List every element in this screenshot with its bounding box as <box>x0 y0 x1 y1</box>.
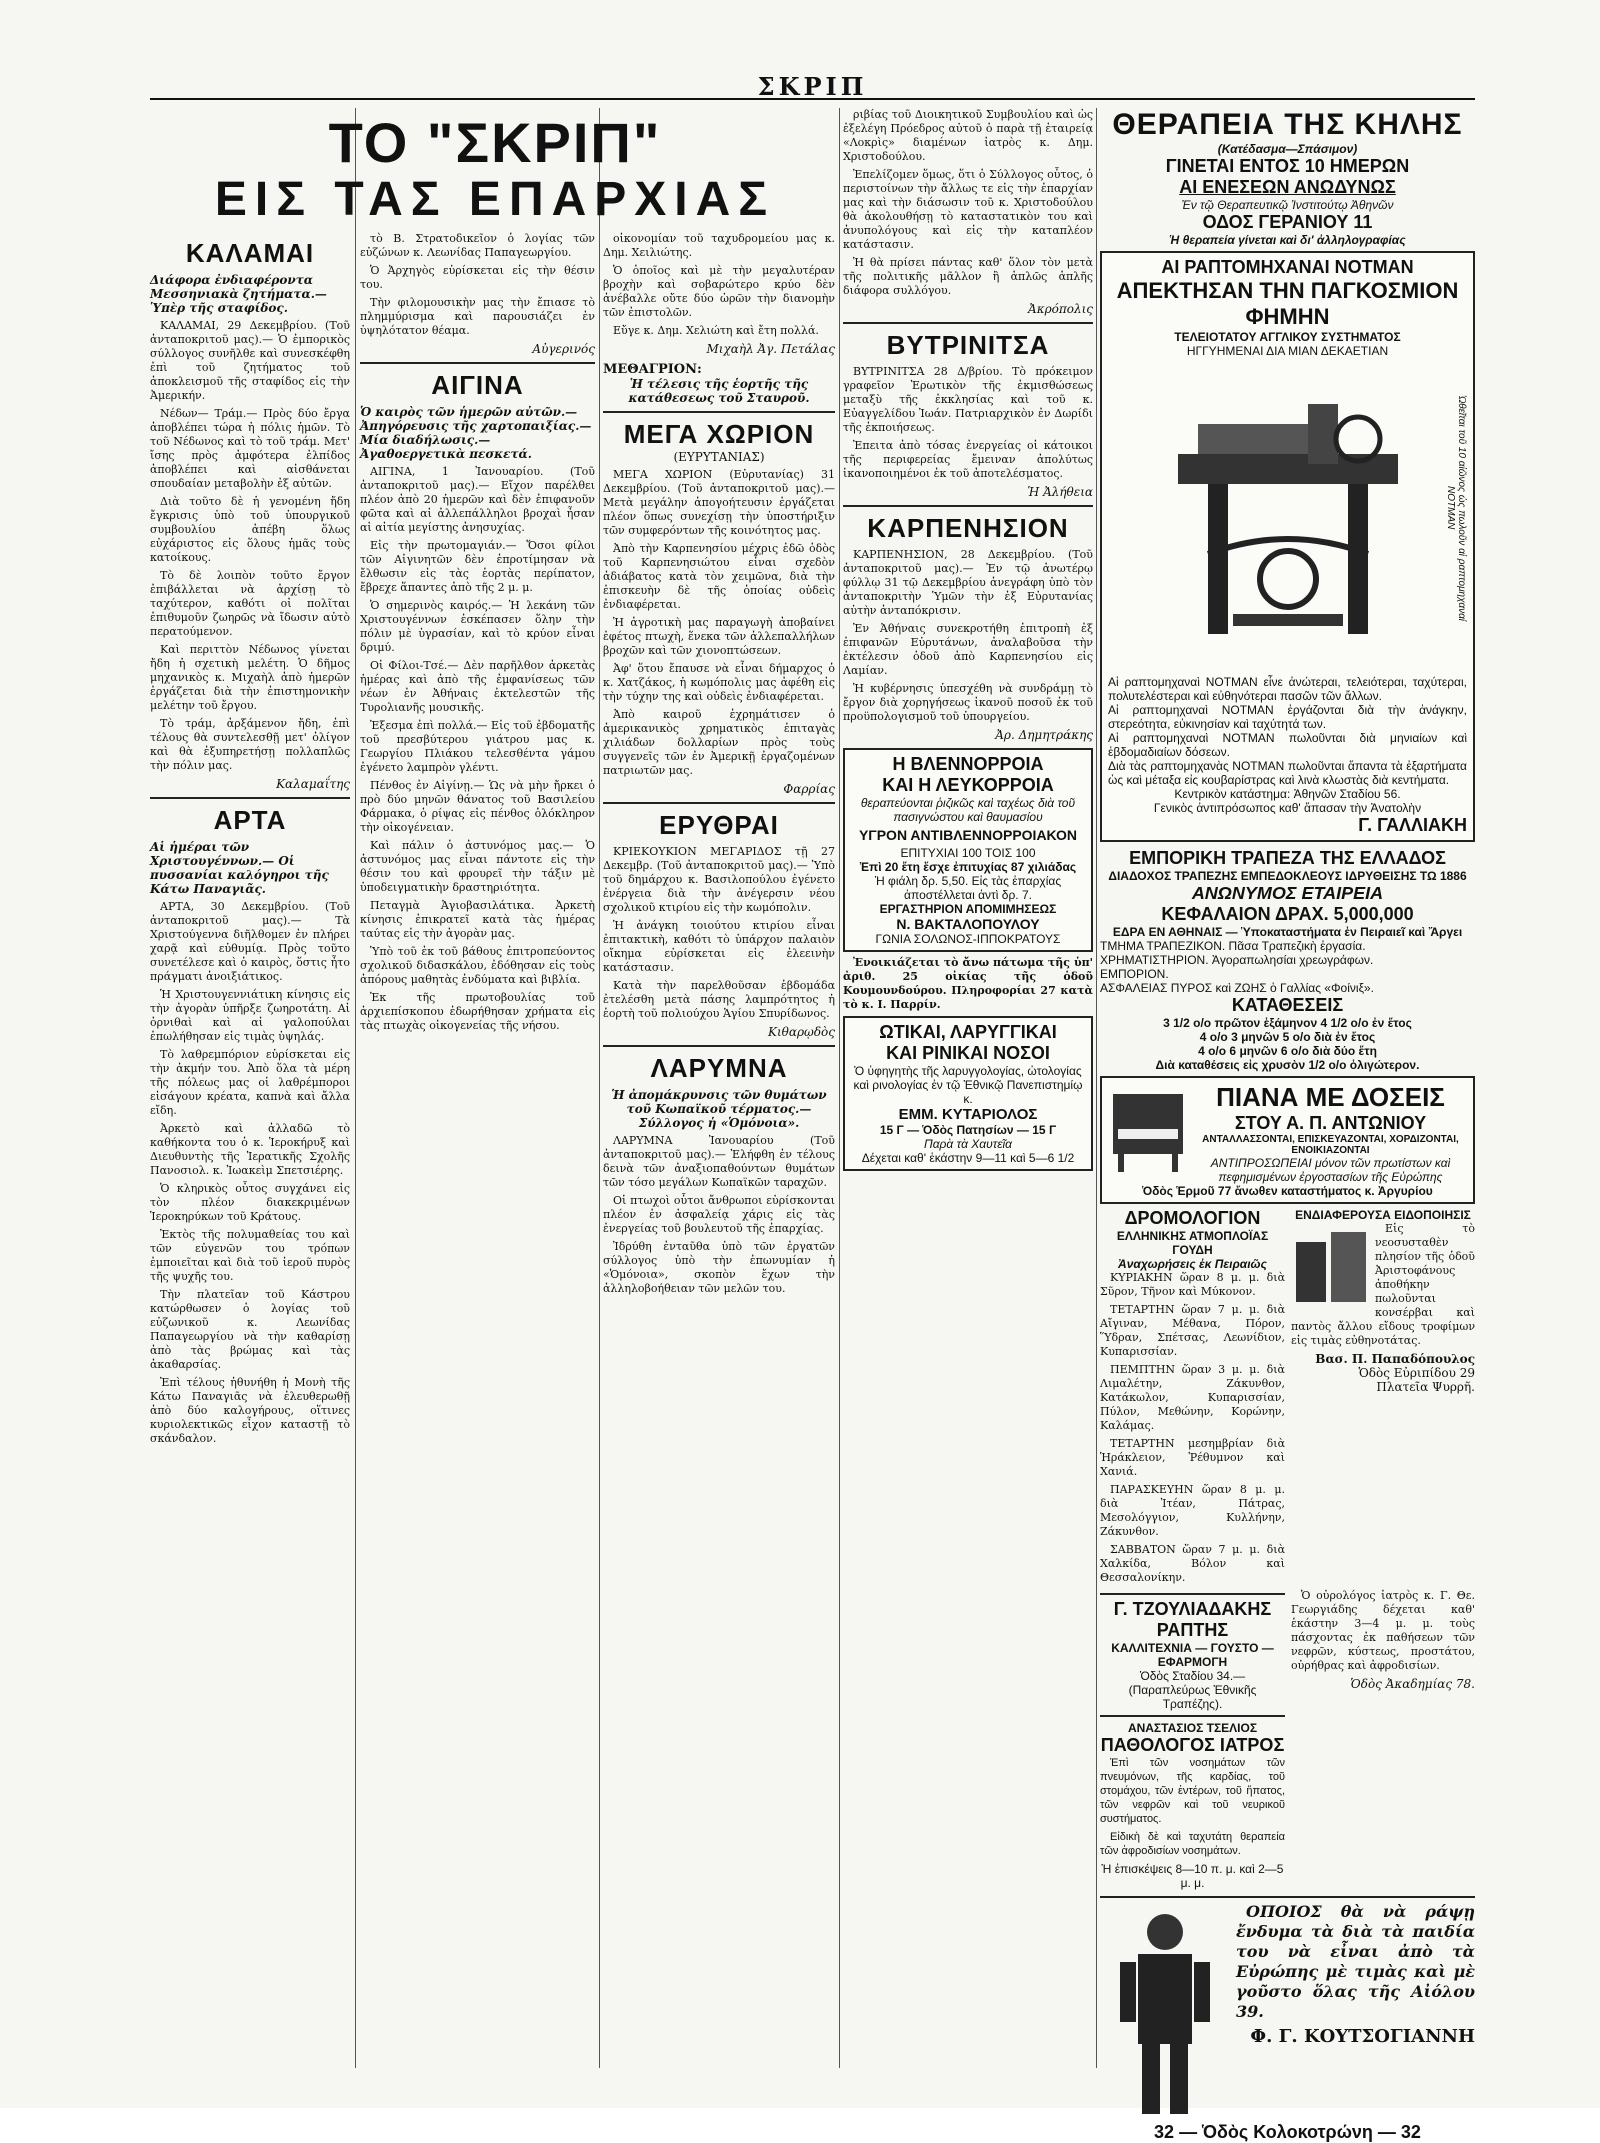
ad-line: 4 ο/ο 6 μηνῶν 6 ο/ο διὰ δύο ἔτη <box>1198 1044 1377 1058</box>
ad-line: Πλατεῖα Ψυρρῆ. <box>1376 1380 1475 1394</box>
ad-line: ΑΝΤΙΠΡΟΣΩΠΕΙΑΙ μόνον τῶν πρωτίστων καὶ πεφημισμένων ἐργοστασίων τῆς Εὐρώπης <box>1210 1156 1451 1184</box>
column-rule <box>599 108 600 2068</box>
section-title-mega-chorion: ΜΕΓΑ ΧΩΡΙΟΝ <box>623 419 815 449</box>
ad-line: θεραπεύονται ῥιζικῶς καὶ ταχέως διὰ τοῦ πασιγνώστου καὶ θαυμασίου <box>860 796 1076 824</box>
classified-notice: Ἐνοικιάζεται τὸ ἄνω πάτωμα τῆς ὑπ' ἀριθ. 25 οἰκίας τῆς ὁδοῦ Κουμουνδούρου. Πληροφορίαι 27 κατὰ τὸ κ. Ι. Παρρίν. <box>843 956 1093 1011</box>
masthead-title: ΣΚΡΙΠ <box>757 72 868 101</box>
ad-heading: ΩΤΙΚΑΙ, ΛΑΡΥΓΓΙΚΑΙ <box>879 1022 1057 1042</box>
article-paragraph: Τὸ τράμ, ἀρξάμενον ἤδη, ἐπὶ τέλους θὰ συντελεσθῇ μετ' ὀλίγον καὶ θὰ ἐξυπηρετήσῃ πολλαπλῶς τὴν πόλιν μας. <box>150 717 350 772</box>
article-paragraph: Ὁ Ἀρχηγὸς εὑρίσκεται εἰς τὴν θέσιν του. <box>360 264 595 291</box>
subsection-heading: ΜΕΘΑΓΡΙΟΝ: <box>603 362 702 377</box>
ad-line: Κεντρικὸν κατάστημα: Ἀθηνῶν Σταδίου 56. <box>1174 787 1401 801</box>
banner-line-2: ΕΙΣ ΤΑΣ ΕΠΑΡΧΙΑΣ <box>214 173 776 226</box>
column-5-ads <box>1100 108 1475 2142</box>
divider <box>603 411 835 413</box>
ad-bank <box>1100 848 1475 1072</box>
ad-line: Διὰ τὰς ραπτομηχανὰς NOTMAN πωλοῦνται ἅπαντα τὰ ἐξαρτήματα ὡς καὶ μέταξα εἰς κουβαρίστρας καὶ λινὰ κλωστὰς διὰ κεντήματα. <box>1108 759 1467 787</box>
divider <box>150 797 350 799</box>
ad-line: Ἀναχωρήσεις ἐκ Πειραιῶς <box>1118 1257 1267 1271</box>
section-title-vytrinitsa: ΒΥΤΡΙΝΙΤΣΑ <box>886 330 1050 360</box>
ad-line: Αἱ ραπτομηχαναὶ NOTMAN πωλοῦνται διὰ μηνιαίων καὶ ἑβδομαδιαίων δόσεων. <box>1108 731 1467 759</box>
subsection-subtitle: Ἡ τέλεσις τῆς ἑορτῆς τῆς κατάθεσεως τοῦ Σταυροῦ. <box>628 377 810 405</box>
article-paragraph: Τὸ δὲ λοιπὸν τοῦτο ἔργον ἐπιβάλλεται νὰ ἀρχίσῃ τὸ ταχύτερον, καθότι οἱ πολῖται ἐπιθυμοῦν ζωηρῶς νὰ ἴδωσιν αὐτὸ περατούμενον. <box>150 569 350 638</box>
ad-heading: ΚΑΙ ΡΙΝΙΚΑΙ ΝΟΣΟΙ <box>886 1043 1050 1063</box>
section-title-erythrai: ΕΡΥΘΡΑΙ <box>659 810 779 840</box>
article-paragraph: Ὁ σημερινὸς καιρός.— Ἡ λεκάνη τῶν Χριστουγέννων ἐσκέπασεν ὅλην τὴν πόλιν μὲ ὑγρασίαν, καὶ τὸ κρύον εἶναι δριμύ. <box>360 599 595 654</box>
article-paragraph: οἰκονομίαν τοῦ ταχυδρομείου μας κ. Δημ. Χειλιώτης. <box>603 232 835 259</box>
schedule-entry: ΠΑΡΑΣΚΕΥΗΝ ὥραν 8 μ. μ. διὰ Ἰτέαν, Πάτρας, Μεσολόγγιον, Κυλλήνην, Ζάκυνθον. <box>1100 1483 1285 1538</box>
article-paragraph: ΜΕΓΑ ΧΩΡΙΟΝ (Εὐρυτανίας) 31 Δεκεμβρίου. (Τοῦ ἀνταποκριτοῦ μας).— Μετὰ μεγάλην ἀπογοήτευσιν ἐργάζεται πλέον ὅπως συνεχίσῃ τὴν ὑποστήριξιν τῶν συμφερόντων τῆς κοινότητος μας. <box>603 468 835 537</box>
ad-line: ΕΛΛΗΝΙΚΗΣ ΑΤΜΟΠΛΟΪΑΣ ΓΟΥΔΗ <box>1116 1229 1269 1257</box>
ad-line: Ὁδὸς Ἀκαδημίας 78. <box>1350 1677 1475 1691</box>
article-signature: Κιθαρῳδὸς <box>767 1025 835 1039</box>
ad-line: 3 1/2 ο/ο πρῶτον ἑξάμηνον 4 1/2 ο/ο ἐν ἔτος <box>1163 1016 1412 1030</box>
column-rule <box>355 108 356 2068</box>
article-paragraph: Τὴν φιλομουσικὴν μας τὴν ἔπιασε τὸ πλημμύρισμα καὶ παρουσιάζει ἐν ὑψηλότατον θέαμα. <box>360 296 595 337</box>
section-title-kalamai: ΚΑΛΑΜΑΙ <box>185 238 315 268</box>
ad-line: Εἰς τὸ νεοσυσταθὲν πλησίον τῆς ὁδοῦ Ἀριστοφάνους ἀποθήκην πωλοῦνται κονσέρβαι καὶ παντὸς ἄλλου εἴδους τροφίμων εἰς τιμὰς εὐθηνοτάτας. <box>1291 1222 1475 1347</box>
ad-line: Αἱ ραπτομηχαναὶ NOTMAN εἶνε ἀνώτεραι, τελειότεραι, ταχύτεραι, πολυτελέστεραι καὶ εὐθηνότεραι πασῶν τῶν ἄλλων. <box>1108 675 1467 703</box>
article-paragraph: Εὔγε κ. Δημ. Χελιώτη καὶ ἔτη πολλά. <box>613 324 819 337</box>
article-paragraph: Πεταγμὰ Ἀγιοβασιλάτικα. Ἀρκετὴ κίνησις ἐπικρατεῖ κατὰ τὰς ἡμέρας ταύτας εἰς τὴν ἀγορὰν μας. <box>360 899 595 940</box>
ad-line: 4 ο/ο 3 μηνῶν 5 ο/ο διὰ ἐν ἔτος <box>1199 1030 1376 1044</box>
divider <box>843 505 1093 507</box>
section-subtitle-larymna: Ἡ ἀπομάκρυνσις τῶν θυμάτων τοῦ Κωπαϊκοῦ τέρματος.— Σύλλογος ἡ «Ὁμόνοια». <box>611 1088 827 1130</box>
schedule-entry: ΣΑΒΒΑΤΟΝ ὥραν 7 μ. μ. διὰ Χαλκίδα, Βόλον καὶ Θεσσαλονίκην. <box>1100 1543 1285 1584</box>
article-paragraph: Ἀρκετὸ καὶ ἀλλαδῶ τὸ καθήκοντα του ὁ κ. Ἱεροκήρυξ καὶ Διευθυντὴς τῆς Ἱερατικῆς Σχολῆς Πανοσιολ. κ. Ἰωακεὶμ Σπετσιέρης. <box>150 1122 350 1177</box>
masthead <box>150 72 1475 100</box>
article-paragraph: Ἡ Χριστουγεννιάτικη κίνησις εἰς τὴν ἀγορὰν ὑπῆρξε ζωηροτάτη. Αἱ ὀρνιθαὶ καὶ αἱ γαλοπούλαι ἐπωλήθησαν εἰς τιμὰς ὑψηλάς. <box>150 988 350 1043</box>
article-paragraph: Οἱ πτωχοὶ οὗτοι ἄνθρωποι εὑρίσκονται πλέον ἐν ἀσφαλείᾳ χάρις εἰς τὰς ἐνεργείας τοῦ βουλευτοῦ τῆς ἐπαρχίας. <box>603 1194 835 1235</box>
article-paragraph: Πένθος ἐν Αἰγίνῃ.— Ὡς νὰ μὴν ἤρκει ὁ πρὸ δύο μηνῶν θάνατος τοῦ Βασιλείου Φάρμακα, ὁ ρίψας εἰς πένθος ὁλόκληρον τὴν οἰκογένειαν. <box>360 779 595 834</box>
ad-hernia <box>1100 108 1475 247</box>
article-paragraph: τὸ Β. Στρατοδικεῖον ὁ λογίας τῶν εὐζώνων κ. Λεωνίδας Παπαγεωργίου. <box>360 232 595 259</box>
ad-pianos <box>1100 1076 1475 1204</box>
article-signature: Αὐγερινός <box>532 342 595 356</box>
ad-line: ΚΑΤΑΘΕΣΕΙΣ <box>1231 995 1344 1015</box>
column-3 <box>603 232 835 2072</box>
divider <box>360 362 595 364</box>
boy-figure-illustration <box>1100 1902 1230 2122</box>
section-subtitle-arta: Αἱ ἡμέραι τῶν Χριστουγέννων.— Οἱ πυσσανίαι καλόγηροι τῆς Κάτω Παναγιᾶς. <box>150 840 329 896</box>
article-paragraph: Ἀφ' ὅτου ἔπαυσε νὰ εἶναι δήμαρχος ὁ κ. Χατζάκος, ἡ κωμόπολις μας ἀφέθη εἰς τὴν τύχην της καὶ οὐδεὶς ἐνδιαφέρεται. <box>603 662 835 703</box>
schedule-entry: ΚΥΡΙΑΚΗΝ ὥραν 8 μ. μ. διὰ Σῦρον, Τῆνον καὶ Μύκονον. <box>1100 1271 1285 1298</box>
column-4 <box>843 108 1093 2068</box>
ad-line: Ἐπὶ τῶν νοσημάτων τῶν πνευμόνων, τῆς καρδίας, τοῦ στομάχου, τῶν ἐντέρων, τοῦ ἥπατος, τῶν νεφρῶν καὶ τοῦ νευρικοῦ συστήματος. <box>1100 1757 1285 1825</box>
section-subtitle-kalamai: Διάφορα ἐνδιαφέροντα Μεσσηνιακὰ ζητήματα.— Ὑπὲρ τῆς σταφίδος. <box>150 273 327 315</box>
ad-heading: ΔΡΟΜΟΛΟΓΙΟΝ <box>1124 1208 1261 1228</box>
article-paragraph: ΑΙΓΙΝΑ, 1 Ἰανουαρίου. (Τοῦ ἀνταποκριτοῦ μας).— Εἴχον παρέλθει πλέον ἀπὸ 20 ἡμερῶν καὶ δὲν ἐπιφανοῦν φῶτα καὶ αἱ ἀλλεπάλληλοι βροχαὶ ἦσαν αἱ αἰτία μεγίστης ἀνησυχίας. <box>360 465 595 534</box>
ad-line: (Κατέδασμα—Σπάσιμον) <box>1217 142 1358 156</box>
article-paragraph: Ἐκ τῆς πρωτοβουλίας τοῦ ἀρχιεπίσκοπου ἐδωρήθησαν χρήματα εἰς τὰς πτωχὰς οἰκογενείας τῆς νήσου. <box>360 991 595 1032</box>
ad-line: ΚΑΛΛΙΤΕΧΝΙΑ — ΓΟΥΣΤΟ — ΕΦΑΡΜΟΓΗ <box>1111 1641 1274 1669</box>
ad-heading: ΣΤΟΥ Α. Π. ΑΝΤΩΝΙΟΥ <box>1234 1113 1427 1133</box>
article-paragraph: Ἡ κυβέρνησις ὑπεσχέθη νὰ συνδράμῃ τὸ ἔργον διὰ χορηγήσεως ἱκανοῦ ποσοῦ ἐκ τοῦ προϋπολογισμοῦ τοῦ ὑπουργείου. <box>843 682 1093 723</box>
ad-line: Βασ. Π. Παπαδόπουλος <box>1315 1352 1475 1366</box>
ad-side-caption: Ὠθεῖται τοῦ 10 αἰῶνος ὡς πωλοῦν αἱ ραπτομηχαναί NOTMAN <box>1445 394 1467 622</box>
article-signature: Φαρρίας <box>783 782 835 796</box>
article-paragraph: ΑΡΤΑ, 30 Δεκεμβρίου. (Τοῦ ἀνταποκριτοῦ μας).— Τὰ Χριστούγεννα διῆλθομεν ἐν πλήρει χαρᾷ καὶ εὐθυμίᾳ. Πρὸς τοῦτο συνετέλεσε καὶ ὁ καιρὸς, ὅστις ἦτο πράγματι ἀνοιξιάτικος. <box>150 900 350 983</box>
section-title-aigina: ΑΙΓΙΝΑ <box>431 370 524 400</box>
schedule-entry: ΠΕΜΠΤΗΝ ὥραν 3 μ. μ. διὰ Λιμαλέτην, Ζάκυνθον, Κατάκωλον, Κυπαρισσίαν, Πύλον, Μεθώνην, Κορώνην, Καλάμας. <box>1100 1363 1285 1432</box>
ad-address: 32 — Ὁδὸς Κολοκοτρώνη — 32 <box>1154 2122 1421 2142</box>
ad-heading: ΑΙ ΡΑΠΤΟΜΗΧΑΝΑΙ NOTMAN <box>1161 257 1414 277</box>
ad-line: ΧΡΗΜΑΤΙΣΤΗΡΙΟΝ. Ἀγοραπωλησίαι χρεωγράφων. <box>1100 953 1374 967</box>
ad-heading: ΠΙΑΝΑ ΜΕ ΔΟΣΕΙΣ <box>1216 1082 1445 1112</box>
ad-heading: ΑΝΑΣΤΑΣΙΟΣ ΤΣΕΛΙΟΣ <box>1127 1721 1258 1735</box>
article-paragraph: ΚΑΡΠΕΝΗΣΙΟΝ, 28 Δεκεμβρίου. (Τοῦ ἀνταποκριτοῦ μας).— Ἐν τῷ ἀνωτέρῳ φύλλῳ 31 τῷ Δεκεμβρίου ἀνεγράφη ὑπὸ τὸν ἀνταποκριτὴν Ὑμῶν τὴν ἐξ Εὐρυτανίας αὐτὴν ἀνταπόκρισιν. <box>843 548 1093 617</box>
ad-line: Διὰ καταθέσεις εἰς χρυσὸν 1/2 ο/ο ὀλιγώτερον. <box>1155 1058 1420 1072</box>
ad-line: ΑΙ ΕΝΕΣΕΩΝ ΑΝΩΔΥΝΩΣ <box>1179 177 1396 197</box>
article-paragraph: Ὁ ὁποῖος καὶ μὲ τὴν μεγαλυτέραν βροχὴν καὶ σοβαρώτερο κρύο δὲν ἀνέβαλλε οὔτε δύο ὡρῶν τὴν διανομὴν τῶν ἐπιστολῶν. <box>603 264 835 319</box>
ad-heading: Η ΒΛΕΝΝΟΡΡΟΙΑ <box>892 754 1044 774</box>
article-signature: Ἀρ. Δημητράκης <box>995 728 1093 742</box>
ad-children-clothing <box>1100 1902 1475 2143</box>
ad-line: ΕΡΓΑΣΤΗΡΙΟΝ ΑΠΟΜΙΜΗΣΕΩΣ <box>879 902 1057 916</box>
section-title-arta: ΑΡΤΑ <box>213 805 287 835</box>
article-paragraph: Οἱ Φίλοι-Τσέ.— Δὲν παρῆλθον ἀρκετὰς ἡμέρας καὶ ἀπὸ τῆς ἐμφανίσεως τῶν νέων ἐν Ἀθήναις ἐκτελεστῶν τῆς Τυρολιανῆς μουσικῆς. <box>360 659 595 714</box>
ad-heading: ΕΝΔΙΑΦΕΡΟΥΣΑ ΕΙΔΟΠΟΙΗΣΙΣ <box>1295 1208 1471 1222</box>
article-paragraph: Ἐκτὸς τῆς πολυμαθείας του καὶ τῶν εὐγενῶν του τρόπων ἐμποιεῖται καὶ διὰ τοῦ ἱεροῦ πυρὸς τῆς ψυχῆς του. <box>150 1228 350 1283</box>
ad-line: ΟΠΟΙΟΣ θὰ νὰ ράψῃ ἔνδυμα τὰ διὰ τὰ παιδία του νὰ εἶναι ἀπὸ τὰ Εὐρώπης μὲ τιμὰς καὶ μὲ γοῦστο ὅλας τῆς Αἰόλου 39. <box>1236 1902 1475 2021</box>
cans-illustration <box>1291 1222 1371 1312</box>
divider <box>843 322 1093 324</box>
ad-line: ΕΔΡΑ ΕΝ ΑΘΗΝΑΙΣ — Ὑποκαταστήματα ἐν Πειραιεῖ καὶ Ἄργει <box>1112 925 1463 939</box>
article-paragraph: ΚΑΛΑΜΑΙ, 29 Δεκεμβρίου. (Τοῦ ἀνταποκριτοῦ μας).— Ὁ ἐμπορικὸς σύλλογος συνῆλθε καὶ συνεσκέφθη ἐπὶ τοῦ ζητήματος τοῦ ἀποκλεισμοῦ τῆς σταφίδος εἰς τὴν Ἀμερικήν. <box>150 319 350 402</box>
ad-line: Ἐν τῷ Θεραπευτικῷ Ἰνστιτούτῳ Ἀθηνῶν <box>1181 198 1394 212</box>
ad-line: ΤΕΛΕΙΟΤΑΤΟΥ ΑΓΓΛΙΚΟΥ ΣΥΣΤΗΜΑΤΟΣ <box>1174 330 1401 344</box>
article-signature: Ἡ Ἀλήθεια <box>1027 485 1093 499</box>
ad-line: ΓΙΝΕΤΑΙ ΕΝΤΟΣ 10 ΗΜΕΡΩΝ <box>1165 156 1410 176</box>
article-paragraph: ΚΡΙΕΚΟΥΚΙΟΝ ΜΕΓΑΡΙΔΟΣ τῇ 27 Δεκεμβρ. (Τοῦ ἀνταποκριτοῦ μας).— Ὑπὸ τοῦ δημάρχου κ. Βασιλοπούλου ἐγένετο ἐνέργεια διὰ τὴν ἀνέγερσιν νέου σχολικοῦ κτιρίου εἰς τὴν κωμόπολιν. <box>603 845 835 914</box>
article-paragraph: Τὸ λαθρεμπόριον εὑρίσκεται εἰς τὴν ἀκμήν του. Ἀπὸ ὅλα τὰ μέρη τῆς πόλεως μας οἱ λαθρέμποροι εἰσάγουν κρέατα, καπνὰ καὶ ἄλλα εἴδη. <box>150 1048 350 1117</box>
ad-heading: ΕΜΠΟΡΙΚΗ ΤΡΑΠΕΖΑ ΤΗΣ ΕΛΛΑΔΟΣ <box>1129 848 1446 868</box>
schedule-entry: ΤΕΤΑΡΤΗΝ ὥραν 7 μ. μ. διὰ Αἴγιναν, Μέθανα, Πόρον, Ὕδραν, Σπέτσας, Λεωνίδιον, Κυπαρισσίαν. <box>1100 1303 1285 1358</box>
article-paragraph: Καὶ περιττὸν Νέδωνος γίνεται ἤδη ἡ σχετικὴ μελέτη. Ὁ δῆμος μηχανικὸς κ. Μιχαὴλ ἀπὸ ἡμερῶν ἐργάζεται διὰ τὴν ἐπιστημονικὴν μελέτην τοῦ ἔργου. <box>150 643 350 712</box>
column-rule <box>1096 108 1097 2068</box>
ad-line: ΟΔΟΣ ΓΕΡΑΝΙΟΥ 11 <box>1202 212 1373 232</box>
ad-line: ΑΝΩΝΥΜΟΣ ΕΤΑΙΡΕΙΑ <box>1191 883 1384 903</box>
ad-line: Ἡ θεραπεία γίνεται καὶ δι' ἀλληλογραφίας <box>1169 233 1406 247</box>
column-1 <box>150 232 350 2072</box>
ad-shipping-schedule <box>1100 1208 1285 1589</box>
ad-line: Ν. ΒΑΚΤΑΛΟΠΟΥΛΟΥ <box>896 916 1040 932</box>
ad-heading: ΠΑΘΟΛΟΓΟΣ ΙΑΤΡΟΣ <box>1100 1735 1285 1755</box>
article-paragraph: Εἰς τὴν πρωτομαγιάν.— Ὅσοι φίλοι τῶν Αἰγινητῶν δὲν ἐπροτίμησαν νὰ ἔλθωσιν εἰς τὰς ἑορτὰς περίπατον, ἔβρεχε ἅπαντες ἀπὸ τῆς 2 μ. μ. <box>360 539 595 594</box>
section-subtitle-aigina: Ὁ καιρὸς τῶν ἡμερῶν αὐτῶν.— Ἀπηγόρευσις τῆς χαρτοπαιξίας.— Μία διαδήλωσις.— Ἀγαθοεργετικὰ πεσκετά. <box>360 405 592 461</box>
ad-signature: Φ. Γ. ΚΟΥΤΣΟΓΙΑΝΝΗ <box>1250 2026 1475 2047</box>
column-rule <box>839 108 840 2068</box>
article-paragraph: Κατὰ τὴν παρελθοῦσαν ἑβδομάδα ἐτελέσθη μετὰ πάσης λαμπρότητος ἡ ἑορτὴ τοῦ πολιούχου Ἁγίου Σπυρίδωνος. <box>603 979 835 1020</box>
ad-address: 15 Γ — Ὁδὸς Πατησίων — 15 Γ <box>879 1123 1057 1137</box>
ad-line: ΑΣΦΑΛΕΙΑΣ ΠΥΡΟΣ καὶ ΖΩΗΣ ὁ Γαλλίας «Φοίνιξ». <box>1100 981 1374 995</box>
article-paragraph: Ἐπὶ τέλους ἠθυνήθη ἡ Μονὴ τῆς Κάτω Παναγιᾶς νὰ ἐλευθερωθῇ ἀπὸ δύο καλογήρους, οἵτινες κυριολεκτικῶς εἶχον καταστῇ τὸ σκάνδαλον. <box>150 1376 350 1445</box>
article-paragraph: Ἐξεσμα ἐπὶ πολλά.— Εἰς τοῦ ἐβδοματῆς τοῦ πρεσβύτερου γιάτρου μας κ. Γεωργίου Πλιάκου τελεσθέντα γάμου ἐγένετο λαμπρὸν γλέντι. <box>360 719 595 774</box>
article-paragraph: Νέδων— Τράμ.— Πρὸς δύο ἔργα ἀποβλέπει τώρα ἡ πόλις ἡμῶν. Τὸ τοῦ Νέδωνος καὶ τὸ τοῦ τράμ. Μετ' ἴσης πρὸς ἀμφότερα ἐλπίδος ἀποβλέπει καὶ αἰσθάνεται σπουδαίαν μεταβολὴν ἐξ αὐτῶν. <box>150 407 350 490</box>
article-paragraph: Ἰδρύθη ἐνταῦθα ὑπὸ τῶν ἐργατῶν σύλλογος ὑπὸ τὴν ἐπωνυμίαν ἡ «Ὁμόνοια», σκοπὸν ἔχων τὴν ἀλληλοβοήθειαν τῶν μελῶν του. <box>603 1240 835 1295</box>
ad-heading: ΘΕΡΑΠΕΙΑ ΤΗΣ ΚΗΛΗΣ <box>1112 108 1463 141</box>
article-paragraph: Ἡ ἀνάγκη τοιούτου κτιρίου εἶναι ἐπιτακτικὴ, καθότι τὸ ὑπάρχον παλαιὸν οἴκημα εὑρίσκεται εἰς ἐλεεινὴν κατάστασιν. <box>603 919 835 974</box>
ad-heading: ΚΑΙ Η ΛΕΥΚΟΡΡΟΙΑ <box>882 775 1054 795</box>
article-paragraph: ΛΑΡΥΜΝΑ Ἰανουαρίου (Τοῦ ἀνταποκριτοῦ μας).— Ἐλήφθη ἐν τέλους δεινὰ τῶν ἀναξιοπαθούντων θυμάτων τῶν τόσο μεγάλων Κωπαϊκῶν ταραχῶν. <box>603 1134 835 1189</box>
sewing-machine-illustration <box>1138 364 1438 664</box>
ad-line: Γενικὸς ἀντιπρόσωπος καθ' ἅπασαν τὴν Ἀνατολὴν <box>1153 801 1422 815</box>
article-paragraph: Ἐπελίζομεν ὅμως, ὅτι ὁ Σύλλογος οὗτος, ὁ περιστοίνων τὴν ἄλλως τε εἰς τὴν ἐπαρχίαν μας καὶ τὴν διάσωσιν τοῦ κ. Χριστοδούλου θὰ ἀκολουθήσῃ τὸ καταστατικὸν του καὶ ἀνυπολόγους καὶ εἰς τὴν καταπλέον κατάστασιν. <box>843 168 1093 251</box>
ad-line: Ὁδὸς Σταδίου 34.— (Παραπλεύρως Ἐθνικῆς Τραπέζης). <box>1128 1669 1257 1711</box>
article-paragraph: Τὴν πλατεῖαν τοῦ Κάστρου κατώρθωσεν ὁ λογίας τοῦ εὐζωνικοῦ κ. Λεωνίδας Παπαγεωργίου νὰ τὴν καθαρίσῃ ἀπὸ τὰς βρώμας καὶ τὰς ἀκαθαρσίας. <box>150 1288 350 1371</box>
ad-urologist <box>1291 1589 1475 1890</box>
ad-line: ΕΠΙΤΥΧΙΑΙ 100 ΤΟΙΣ 100 <box>900 846 1036 860</box>
article-paragraph: Ἐπειτα ἀπὸ τόσας ἐνεργείας οἱ κάτοικοι τῆς περιφερείας ἔμειναν ἀπολύτως ἱκανοποιημένοι ἐκ τοῦ ἀποτελέσματος. <box>843 439 1093 480</box>
schedule-entry: ΤΕΤΑΡΤΗΝ μεσημβρίαν διὰ Ἡράκλειον, Ῥέθυμνον καὶ Χανιά. <box>1100 1437 1285 1478</box>
ad-heading: Γ. ΤΖΟΥΛΙΑΔΑΚΗΣ <box>1113 1599 1272 1619</box>
ad-notice <box>1291 1208 1475 1589</box>
ad-line: Ἐπὶ 20 ἔτη ἔσχε ἐπιτυχίας 87 χιλιάδας <box>859 860 1077 874</box>
ad-notman <box>1100 251 1475 842</box>
article-paragraph: Ἀπὸ καιροῦ ἐχρημάτισεν ὁ ἀμερικανικὸς χρηματικὸς ἐπιταγὰς χιλιάδων δολλαρίων πρὸς τοὺς συγγενεῖς τῶν ἐν Ἀμερικῇ ἐργαζομένων πατριωτῶν μας. <box>603 708 835 777</box>
article-paragraph: Ὑπὸ τοῦ ἐκ τοῦ βάθους ἐπιτροπεύοντος σχολικοῦ διδασκάλου, ἐδόθησαν εἰς τοὺς ἀπόρους μαθητὰς ἐνδύματα καὶ βιβλία. <box>360 945 595 986</box>
ad-heading: ΡΑΠΤΗΣ <box>1156 1620 1229 1640</box>
article-paragraph: ΒΥΤΡΙΝΙΤΣΑ 28 Δ/βρίου. Τὸ πρόκειμον γραφεῖον Ἑρωτικὸν τῆς ἐκμισθώσεως μεταξὺ τῆς ἐκκλησίας καὶ τοῦ κ. Εὐαγγελίδου Ἰωάν. Πατριαρχικὸν ἐν Δωρίδι τῆς ἐκποιήσεως. <box>843 365 1093 434</box>
ad-product-name: ΥΓΡΟΝ ΑΝΤΙΒΛΕΝΝΟΡΡΟΙΑΚΟΝ <box>858 827 1078 843</box>
ad-line: Ὁ ὑφηγητὴς τῆς λαρυγγολογίας, ὠτολογίας καὶ ρινολογίας ἐν τῷ Ἐθνικῷ Πανεπιστημίῳ κ. <box>853 1064 1083 1106</box>
banner-line-1: ΤΟ "ΣΚΡΙΠ" <box>328 111 662 174</box>
ad-line: Ὁδὸς Ἑρμοῦ 77 ἄνωθεν καταστήματος κ. Ἀργυρίου <box>1142 1184 1433 1198</box>
article-paragraph: Ὁ κληρικὸς οὗτος συγχάνει εἰς τὸν πλέον διακεκριμένων Ἱεροκηρύκων τοῦ Κράτους. <box>150 1182 350 1223</box>
ad-doctor-name: ΕΜΜ. ΚΥΤΑΡΙΟΛΟΣ <box>898 1106 1038 1123</box>
ad-line: Ὁ οὐρολόγος ἰατρὸς κ. Γ. Θε. Γεωργιάδης δέχεται καθ' ἑκάστην 3—4 μ. μ. τοὺς πάσχοντας ἐκ παθήσεων τῶν νεφρῶν, κύστεως, προστάτου, οὐρήθρας καὶ ἀφροδισίων. <box>1291 1589 1475 1672</box>
ad-heading: ΑΠΕΚΤΗΣΑΝ ΤΗΝ ΠΑΓΚΟΣΜΙΟΝ ΦΗΜΗΝ <box>1116 278 1459 329</box>
ad-line: Ἡ ἐπισκέψεις 8—10 π. μ. καὶ 2—5 μ. μ. <box>1101 1862 1284 1890</box>
ad-tailor <box>1100 1589 1285 1890</box>
ad-line: Αἱ ραπτομηχαναὶ NOTMAN ἐργάζονται διὰ τὴν ἀνάγκην, στερεότητα, εὐκινησίαν καὶ ταχύτητά των. <box>1108 703 1467 731</box>
article-signature: Ἀκρόπολις <box>1028 302 1093 316</box>
ad-line: ΓΩΝΙΑ ΣΟΛΩΝΟΣ-ΙΠΠΟΚΡΑΤΟΥΣ <box>875 932 1061 946</box>
article-paragraph: Ἀπὸ τὴν Καρπενησίου μέχρις ἐδῶ ὁδὸς τοῦ Καρπενησιώτου εἶναι σχεδὸν ἀδιάβατος κατὰ τὸν χειμῶνα, διὰ τὴν ἐπισκευὴν δὲ τῆς ὁποίας οὐδεὶς ἐνδιαφέρεται. <box>603 542 835 611</box>
ad-line: ΕΜΠΟΡΙΟΝ. <box>1100 967 1169 981</box>
ad-line: ΗΓΓΥΗΜΕΝΑΙ ΔΙΑ ΜΙΑΝ ΔΕΚΑΕΤΙΑΝ <box>1186 344 1389 358</box>
ad-line: Εἰδικὴ δὲ καὶ ταχυτάτη θεραπεία τῶν ἀφροδισίων νοσημάτων. <box>1100 1831 1285 1857</box>
section-title-larymna: ΛΑΡΥΜΝΑ <box>650 1053 788 1083</box>
article-paragraph: Ἡ θὰ πρίσει πάντας καθ' ὅλον τὸν μετὰ τῆς πολιτικῆς μᾶλλον ἢ ἀπλῶς ἁπλῆς διάφορα συλλόγου. <box>843 256 1093 297</box>
divider <box>603 802 835 804</box>
column-2 <box>360 232 595 2072</box>
article-paragraph: Ἐν Ἀθήναις συνεκροτήθη ἐπιτροπὴ ἐξ ἐπιφανῶν Εὐρυτάνων, ἀναλαβοῦσα τὴν ἐκτέλεσιν ὁδοῦ ἀπὸ Καρπενησίου εἰς Λαμίαν. <box>843 622 1093 677</box>
ad-line: Δέχεται καθ' ἑκάστην 9—11 καὶ 5—6 1/2 <box>861 1151 1075 1165</box>
ad-line: Παρὰ τὰ Χαυτεῖα <box>924 1137 1012 1151</box>
ad-signature: Γ. ΓΑΛΛΙΑΚΗ <box>1358 815 1467 835</box>
ad-ent-doctor <box>843 1016 1093 1171</box>
divider <box>603 1045 835 1047</box>
ad-line: ΤΜΗΜΑ ΤΡΑΠΕΖΙΚΟΝ. Πᾶσα Τραπεζικὴ ἐργασία. <box>1100 939 1366 953</box>
ad-blennorrhea <box>843 748 1093 952</box>
section-subtitle-mega-chorion: (ΕΥΡΥΤΑΝΙΑΣ) <box>673 450 765 464</box>
ad-line: ΔΙΑΔΟΧΟΣ ΤΡΑΠΕΖΗΣ ΕΜΠΕΔΟΚΛΕΟΥΣ ΙΔΡΥΘΕΙΣΗΣ ΤΩ 1886 <box>1108 869 1467 883</box>
article-paragraph: Καὶ πάλιν ὁ ἀστυνόμος μας.— Ὁ ἀστυνόμος μας εἶναι πάντοτε εἰς τὴν θέσιν του καὶ φρουρεῖ τὴν τάξιν μὲ ὑποδειγματικὴν δραστηριότητα. <box>360 839 595 894</box>
article-paragraph: Διὰ τοῦτο δὲ ἡ γενομένη ἤδη ἔγκρισις ὑπὸ τοῦ ὑπουργικοῦ συμβουλίου ἀπέβη ὅλως εὐχάριστος εἰς ὅλους ἡμᾶς τοὺς κατοίκους. <box>150 495 350 564</box>
ad-line: ΚΕΦΑΛΑΙΟΝ ΔΡΑΧ. 5,000,000 <box>1161 904 1414 924</box>
ad-line: ΑΝΤΑΛΛΑΣΣΟΝΤΑΙ, ΕΠΙΣΚΕΥΑΖΟΝΤΑΙ, ΧΟΡΔΙΖΟΝΤΑΙ, ΕΝΟΙΚΙΑΖΟΝΤΑΙ <box>1202 1134 1459 1156</box>
article-paragraph: ριβίας τοῦ Διοικητικοῦ Συμβουλίου καὶ ὡς ἐξελέγη Πρόεδρος αὐτοῦ ὁ παρὰ τῇ ἑταιρείᾳ «Λοκρὶς» διαμένων ἰατρὸς κ. Δημ. Χριστοδούλου. <box>843 108 1093 163</box>
ad-line: Ὁδὸς Εὐριπίδου 29 <box>1358 1366 1475 1380</box>
piano-illustration <box>1108 1084 1188 1174</box>
article-signature: Καλαμαΐτης <box>276 777 350 791</box>
section-title-karpenision: ΚΑΡΠΕΝΗΣΙΟΝ <box>867 513 1069 543</box>
article-signature: Μιχαὴλ Ἀγ. Πετάλας <box>706 342 835 356</box>
article-paragraph: Ἡ ἀγροτικὴ μας παραγωγὴ ἀποβαίνει ἐφέτος πτωχὴ, ἕνεκα τῶν ἀλλεπαλλήλων βροχῶν καὶ τῶν χιονοπτώσεων. <box>603 616 835 657</box>
ad-line: Ἡ φιάλη δρ. 5,50. Εἰς τὰς ἐπαρχίας ἀποστέλλεται ἀντὶ δρ. 7. <box>874 874 1062 902</box>
